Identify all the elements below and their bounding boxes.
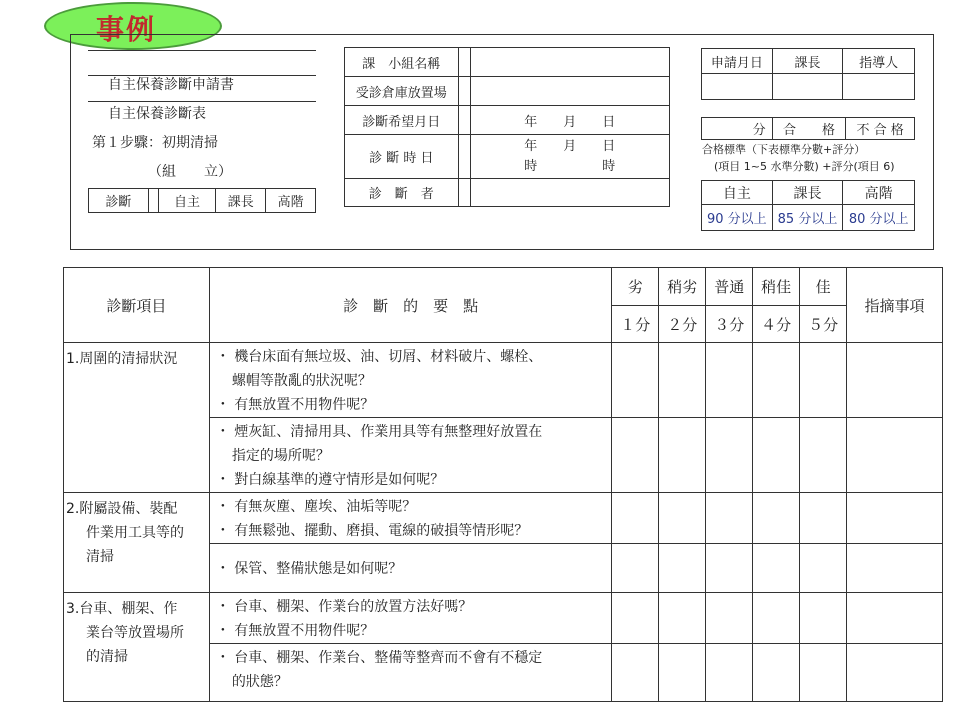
level-good: 稍佳 <box>753 268 800 306</box>
remarks-cell[interactable] <box>847 418 943 493</box>
level-poor: 劣 <box>612 268 659 306</box>
approval-table <box>701 48 915 100</box>
rating-cell[interactable] <box>800 544 847 593</box>
value-diagnosis-date: 年 月 日 <box>524 138 616 154</box>
rating-cell[interactable] <box>800 593 847 644</box>
point-line: ・ 保管、整備狀態是如何呢？ <box>215 561 403 577</box>
value-warehouse[interactable] <box>470 77 669 106</box>
pass-criteria-line1: 合格標準（下表標準分數+評分） <box>702 143 866 156</box>
rating-cell[interactable] <box>706 418 753 493</box>
item-3-title-line2: 業台等放置場所 <box>86 625 184 641</box>
approval-cell[interactable] <box>843 74 915 100</box>
remarks-cell[interactable] <box>847 544 943 593</box>
item-3-title-line1: 3.台車、棚架、作 <box>66 601 178 617</box>
remarks-cell[interactable] <box>847 493 943 544</box>
label-warehouse: 受診倉庫放置場 <box>345 77 459 106</box>
approval-cell[interactable] <box>702 74 773 100</box>
pass-executive-value: 80 分以上 <box>843 205 915 231</box>
point-line: ・ 台車、棚架、作業台的放置方法好嗎？ <box>215 599 473 615</box>
stamp-diagnosis: 診斷 <box>89 189 149 213</box>
level-fair: 稍劣 <box>659 268 706 306</box>
diagnosis-sheet-title: 自主保養診斷表 <box>108 106 206 122</box>
item-2-title-line3: 清掃 <box>86 549 114 565</box>
item-1-point-group-2 <box>209 418 611 493</box>
header-remarks: 指摘事項 <box>847 268 943 343</box>
item-3-title <box>64 593 210 702</box>
rating-cell[interactable] <box>612 593 659 644</box>
application-title: 自主保養診斷申請書 <box>108 77 234 93</box>
point-line: ・ 有無鬆弛、擺動、磨損、電線的破損等情形呢？ <box>215 523 529 539</box>
value-diagnoser[interactable] <box>470 179 669 207</box>
item-1-point-group-1 <box>209 343 611 418</box>
item-3-point-group-1 <box>209 593 611 644</box>
rating-cell[interactable] <box>612 418 659 493</box>
rating-cell[interactable] <box>612 493 659 544</box>
stamp-spacer <box>148 189 158 213</box>
item-1-title-line1: 1.周圍的清掃狀況 <box>66 351 178 367</box>
rating-cell[interactable] <box>659 644 706 702</box>
label-diagnosis-datetime: 診 斷 時 日 <box>345 135 459 179</box>
pass-standard-table <box>701 180 915 231</box>
item-2-title-line2: 件業用工具等的 <box>86 525 184 541</box>
score-1: １分 <box>612 306 659 343</box>
rating-cell[interactable] <box>612 544 659 593</box>
stamp-table <box>88 188 316 213</box>
item-3-title-line3: 的清掃 <box>86 649 128 665</box>
score-points: 分 <box>702 118 773 140</box>
info-spacer <box>458 135 470 179</box>
info-spacer <box>458 48 470 77</box>
diagnosis-table <box>63 267 943 702</box>
point-line: ・ 有無放置不用物件呢？ <box>215 623 375 639</box>
value-diagnosis-time: 時 時 <box>524 158 616 174</box>
point-line: ・ 有無灰塵、塵埃、油垢等呢？ <box>215 499 417 515</box>
score-4: ４分 <box>753 306 800 343</box>
step-label: 第１步驟：初期清掃 <box>92 135 218 151</box>
rating-cell[interactable] <box>753 493 800 544</box>
pass-section-chief: 課長 <box>772 181 843 205</box>
rating-cell[interactable] <box>659 418 706 493</box>
point-line: ・ 機台床面有無垃圾、油、切屑、材料破片、螺栓、 <box>215 349 543 365</box>
value-desired-date[interactable]: 年 月 日 <box>470 106 669 135</box>
score-fail[interactable]: 不 合 格 <box>846 118 915 140</box>
approval-cell[interactable] <box>772 74 843 100</box>
rating-cell[interactable] <box>753 644 800 702</box>
point-line: ・ 對白線基準的遵守情形是如何呢？ <box>215 472 445 488</box>
point-line: ・ 煙灰缸、清掃用具、作業用具等有無整理好放置在 <box>215 424 543 440</box>
info-spacer <box>458 179 470 207</box>
info-spacer <box>458 77 470 106</box>
rating-cell[interactable] <box>753 593 800 644</box>
pass-self-value: 90 分以上 <box>702 205 773 231</box>
stamp-self: 自主 <box>158 189 216 213</box>
level-average: 普通 <box>706 268 753 306</box>
rating-cell[interactable] <box>659 493 706 544</box>
rating-cell[interactable] <box>706 644 753 702</box>
point-line: ・ 台車、棚架、作業台、整備等整齊而不會有不穩定 <box>215 650 543 666</box>
rating-cell[interactable] <box>659 544 706 593</box>
info-table <box>344 47 670 207</box>
rating-cell[interactable] <box>706 593 753 644</box>
divider <box>88 101 316 102</box>
pass-criteria-line2: (項目 1~5 水準分數) +評分(項目 6) <box>714 160 895 173</box>
score-result-table <box>701 117 915 140</box>
pass-executive: 高階 <box>843 181 915 205</box>
point-line: 螺帽等散亂的狀況呢？ <box>231 373 372 389</box>
divider <box>88 50 316 51</box>
rating-cell[interactable] <box>753 544 800 593</box>
stamp-section-chief: 課長 <box>216 189 266 213</box>
remarks-cell[interactable] <box>847 343 943 418</box>
level-excellent: 佳 <box>800 268 847 306</box>
value-group-name[interactable] <box>470 48 669 77</box>
score-3: ３分 <box>706 306 753 343</box>
item-2-title <box>64 493 210 593</box>
remarks-cell[interactable] <box>847 593 943 644</box>
rating-cell[interactable] <box>706 493 753 544</box>
rating-cell[interactable] <box>706 343 753 418</box>
pass-self: 自主 <box>702 181 773 205</box>
rating-cell[interactable] <box>800 644 847 702</box>
stamp-executive: 高階 <box>266 189 316 213</box>
item-3-point-group-2 <box>209 644 611 702</box>
info-spacer <box>458 106 470 135</box>
rating-cell[interactable] <box>800 418 847 493</box>
rating-cell[interactable] <box>659 343 706 418</box>
rating-cell[interactable] <box>753 418 800 493</box>
header-points: 診 斷 的 要 點 <box>209 268 611 343</box>
rating-cell[interactable] <box>659 593 706 644</box>
rating-cell[interactable] <box>753 343 800 418</box>
point-line: 的狀態？ <box>231 674 288 690</box>
label-desired-date: 診斷希望月日 <box>345 106 459 135</box>
pass-section-chief-value: 85 分以上 <box>772 205 843 231</box>
rating-cell[interactable] <box>706 544 753 593</box>
rating-cell[interactable] <box>800 343 847 418</box>
point-line: ・ 有無放置不用物件呢？ <box>215 397 375 413</box>
item-1-title <box>64 343 210 493</box>
rating-cell[interactable] <box>612 644 659 702</box>
item-2-point-group-2 <box>209 544 611 593</box>
score-pass[interactable]: 合 格 <box>772 118 846 140</box>
score-2: ２分 <box>659 306 706 343</box>
rating-cell[interactable] <box>800 493 847 544</box>
rating-cell[interactable] <box>612 343 659 418</box>
header-item: 診斷項目 <box>64 268 210 343</box>
approval-instructor: 指導人 <box>843 49 915 74</box>
label-group-name: 課 小組名稱 <box>345 48 459 77</box>
remarks-cell[interactable] <box>847 644 943 702</box>
item-2-title-line1: 2.附屬設備、裝配 <box>66 501 178 517</box>
approval-section-chief: 課長 <box>772 49 843 74</box>
label-diagnoser: 診 斷 者 <box>345 179 459 207</box>
example-badge-label: 事例 <box>96 13 157 46</box>
point-line: 指定的場所呢？ <box>231 448 330 464</box>
group-label: （組 立） <box>148 164 232 180</box>
divider <box>88 75 316 76</box>
approval-apply-date: 申請月日 <box>702 49 773 74</box>
value-diagnosis-datetime[interactable] <box>470 135 669 179</box>
item-2-point-group-1 <box>209 493 611 544</box>
score-5: ５分 <box>800 306 847 343</box>
